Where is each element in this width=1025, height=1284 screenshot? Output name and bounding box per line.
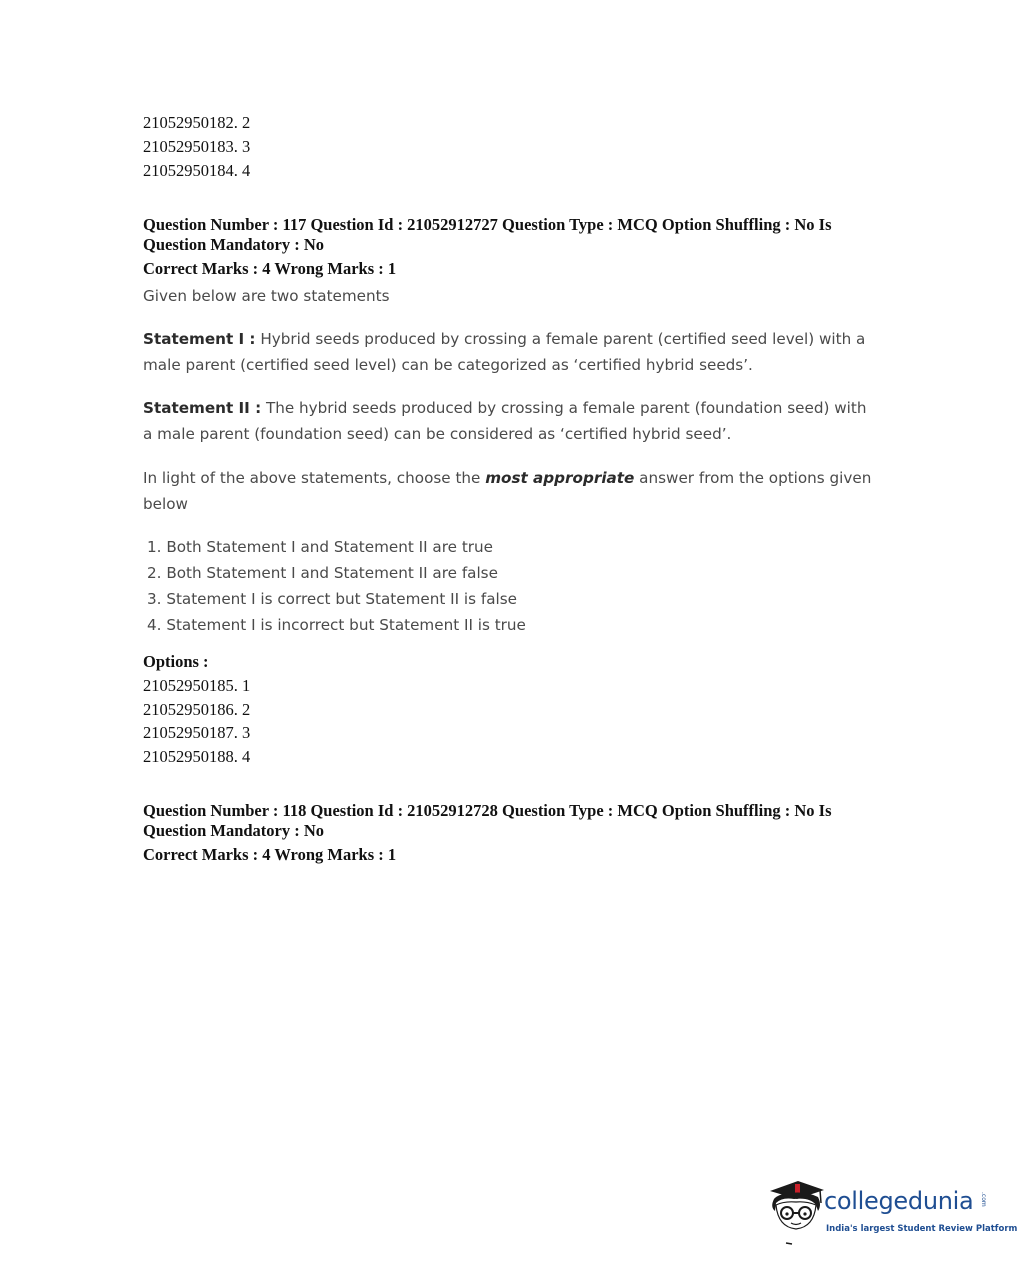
prev-option-1: 21052950182. 2 [143,113,251,132]
q117-statement-2 [143,395,873,447]
q117-prompt [143,465,873,517]
q117-options-label: Options : [143,652,209,671]
prompt-emphasis: most appropriate [485,469,635,487]
choice-4: 4. Statement I is incorrect but Statement II is true [147,616,526,634]
prev-option-3: 21052950184. 4 [143,161,251,180]
logo-domain-suffix: .com [980,1192,987,1207]
q118-marks: Correct Marks : 4 Wrong Marks : 1 [143,845,397,864]
q117-intro: Given below are two statements [143,287,390,305]
mascot-icon [766,1177,826,1247]
choice-3: 3. Statement I is correct but Statement II is false [147,590,518,608]
q117-marks: Correct Marks : 4 Wrong Marks : 1 [143,259,397,278]
q117-choices [147,534,526,638]
statement-2-text: The hybrid seeds produced by crossing a female parent (foundation seed) with a male parent (foundation seed) can be considered as ‘certified hybrid seed’. [143,399,867,443]
q117-option-4: 21052950188. 4 [143,747,251,766]
choice-2: 2. Both Statement I and Statement II are false [147,564,498,582]
q117-option-2: 21052950186. 2 [143,700,251,719]
logo-wordmark: collegedunia [824,1187,974,1215]
prev-option-2: 21052950183. 3 [143,137,251,156]
statement-1-label: Statement I : [143,330,256,348]
logo-tagline: India's largest Student Review Platform [826,1224,1018,1234]
q118-header-line1: Question Number : 118 Question Id : 21052912728 Question Type : MCQ Option Shuffling : No Is [143,801,832,820]
statement-1-text: Hybrid seeds produced by crossing a female parent (certified seed level) with a male parent (certified seed level) can be categorized as ‘certified hybrid seeds’. [143,330,866,374]
q118-header-line2: Question Mandatory : No [143,821,325,840]
q117-option-3: 21052950187. 3 [143,723,251,742]
q117-statement-1 [143,326,873,378]
q117-header-line1: Question Number : 117 Question Id : 21052912727 Question Type : MCQ Option Shuffling : No Is [143,215,832,234]
prompt-before: In light of the above statements, choose the [143,469,486,487]
choice-1: 1. Both Statement I and Statement II are true [147,538,493,556]
statement-2-label: Statement II : [143,399,262,417]
q117-option-1: 21052950185. 1 [143,676,251,695]
collegedunia-logo [766,1177,1018,1247]
q117-header-line2: Question Mandatory : No [143,235,325,254]
prompt-after: answer from the options given below [143,469,872,513]
